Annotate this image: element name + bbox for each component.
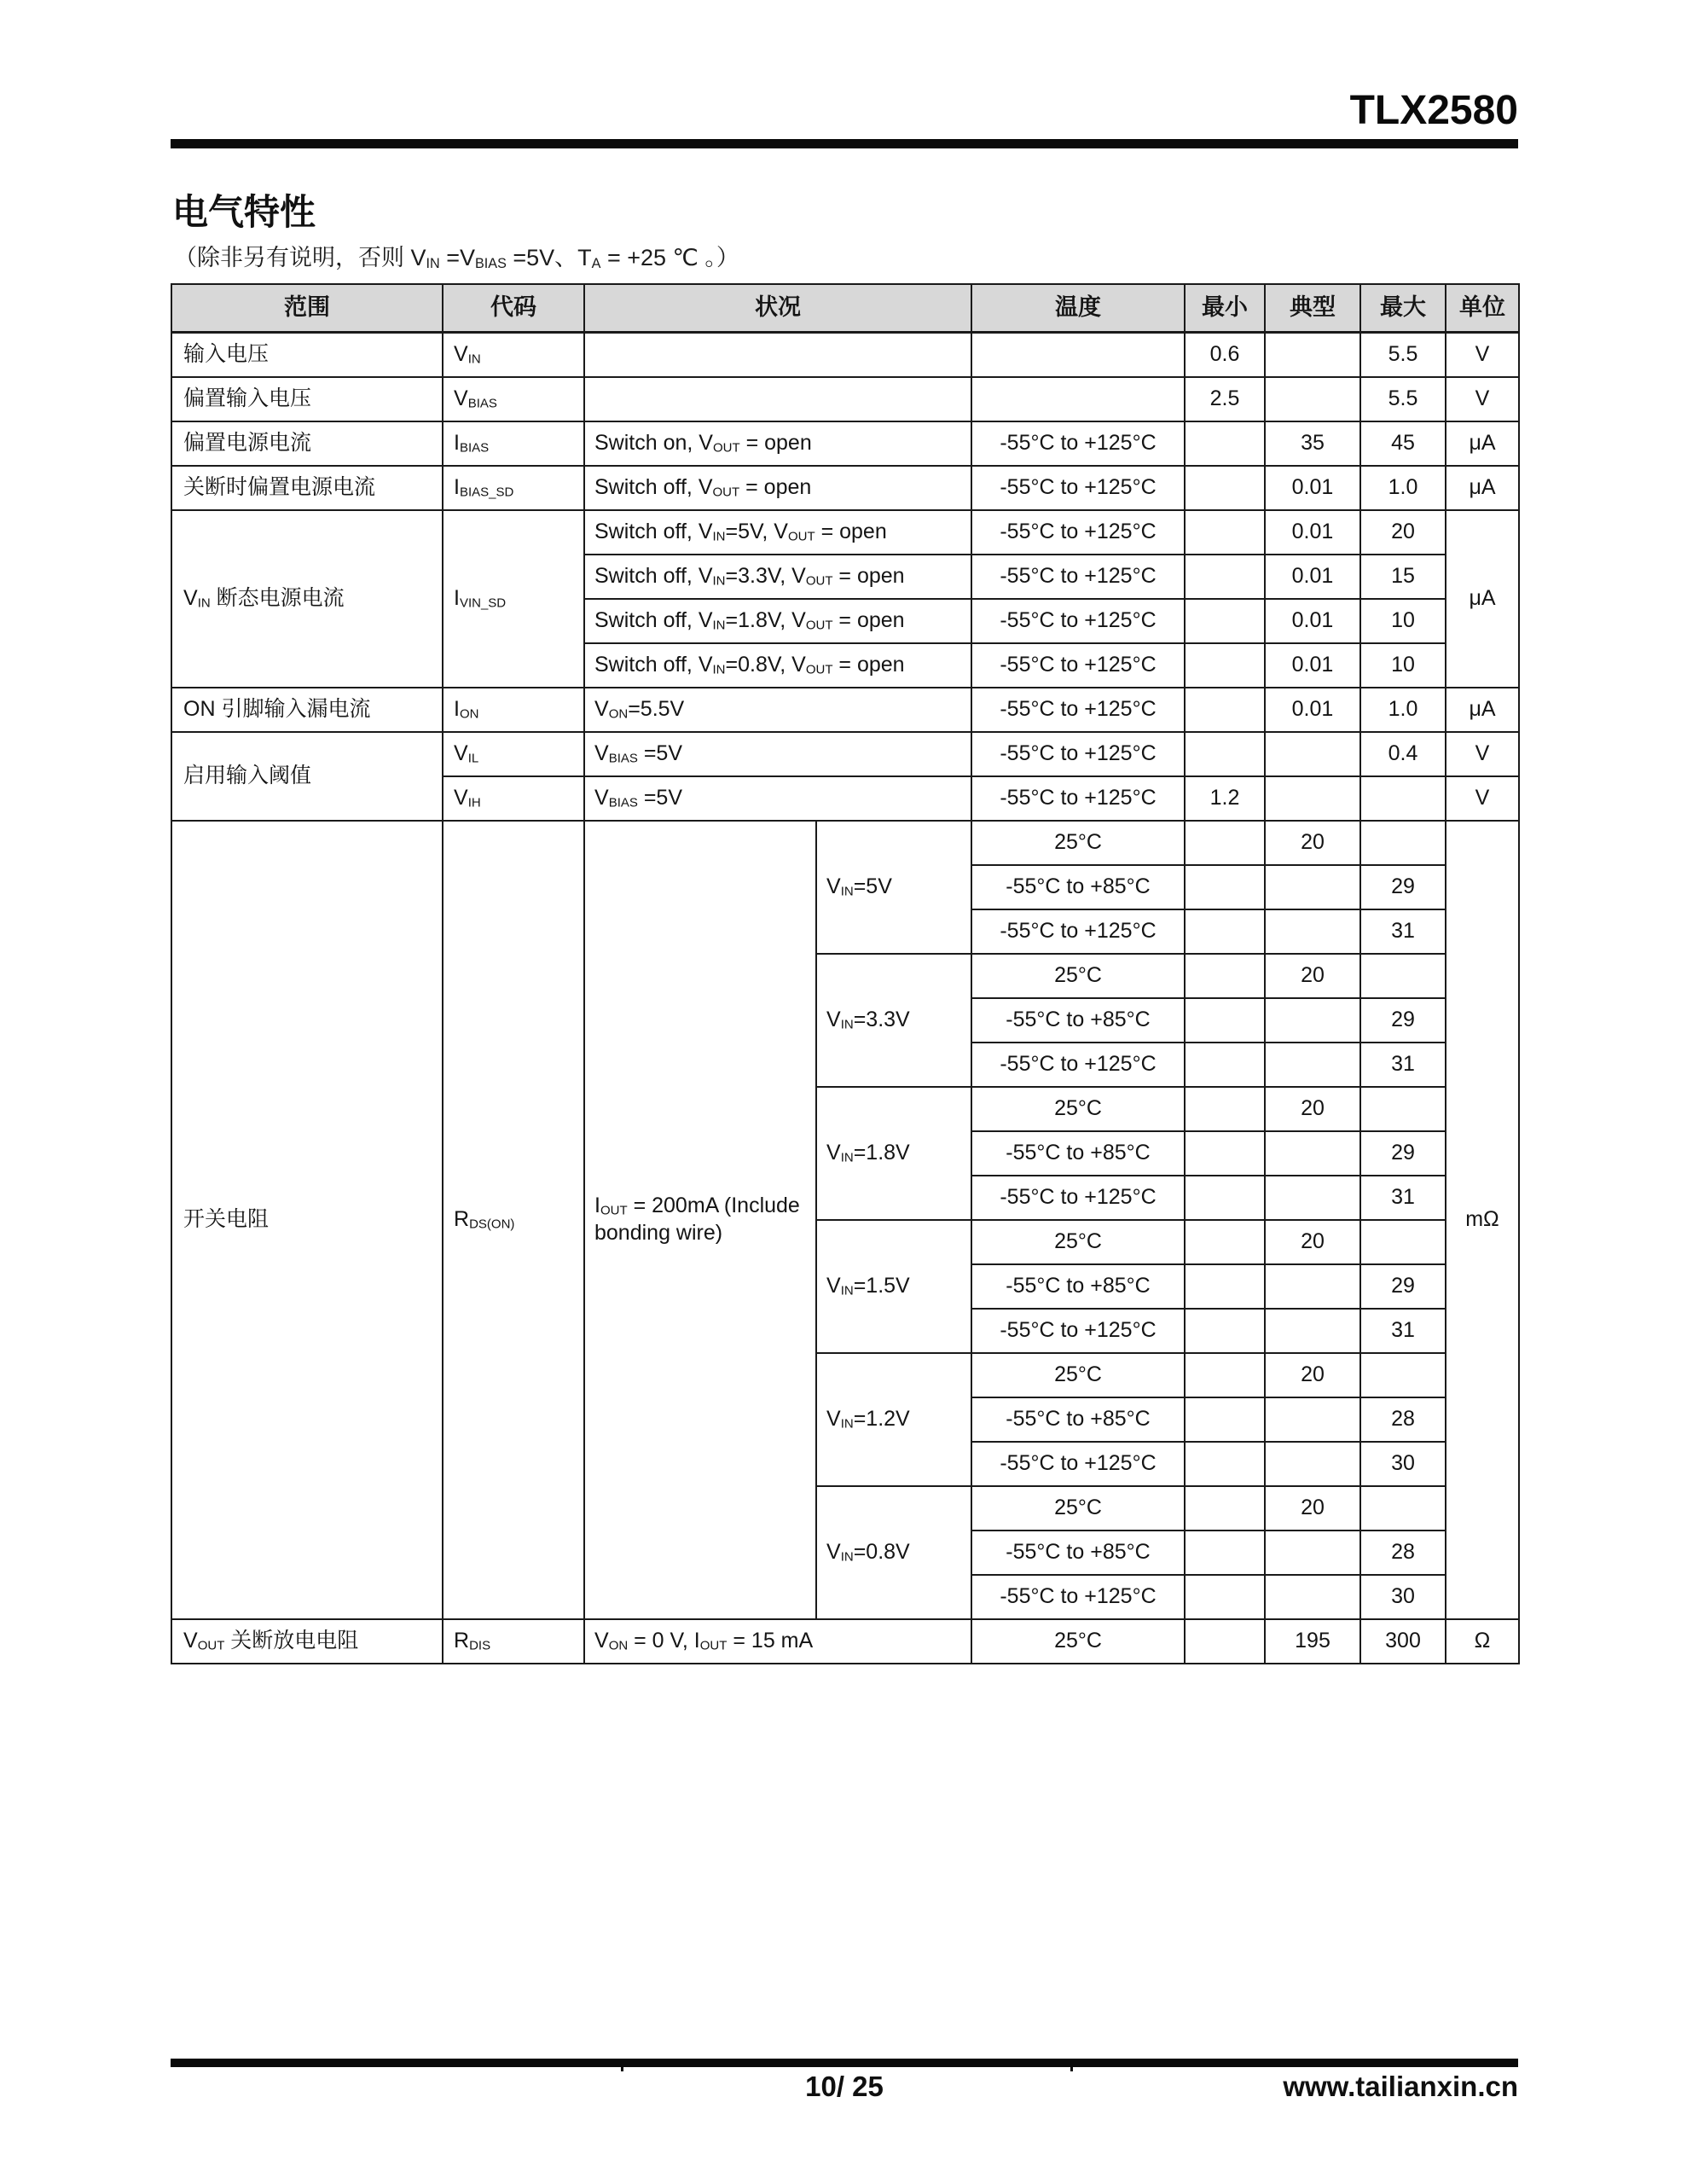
condition-cell: Switch off, $V_{IN}=1.8V$, $V_{OUT}$ = open bbox=[584, 599, 971, 643]
typ-cell: 20 bbox=[1265, 1220, 1360, 1264]
typ-cell bbox=[1265, 1131, 1360, 1176]
header-typ: 典型 bbox=[1265, 284, 1360, 333]
symbol-cell: $I_{ON}$ bbox=[443, 688, 584, 732]
temp-cell: -55°C to +125°C bbox=[971, 421, 1185, 466]
page-number: 10/ 25 bbox=[805, 2071, 884, 2102]
max-cell: 300 bbox=[1360, 1619, 1446, 1664]
min-cell bbox=[1185, 1531, 1265, 1575]
symbol-cell: $V_{IH}$ bbox=[443, 776, 584, 821]
typ-cell: 0.01 bbox=[1265, 599, 1360, 643]
unit-cell: μA bbox=[1446, 421, 1519, 466]
symbol-cell: $V_{BIAS}$ bbox=[443, 377, 584, 421]
min-cell bbox=[1185, 510, 1265, 555]
min-cell bbox=[1185, 1397, 1265, 1442]
row-rdson-5v-25c bbox=[171, 821, 1519, 865]
min-cell bbox=[1185, 1131, 1265, 1176]
typ-cell bbox=[1265, 776, 1360, 821]
vin-cell: $V_{IN}=1.2V$ bbox=[816, 1353, 971, 1486]
symbol-cell: $I_{BIAS\_SD}$ bbox=[443, 466, 584, 510]
symbol-cell: $I_{VIN\_SD}$ bbox=[443, 510, 584, 688]
electrical-characteristics-table bbox=[171, 283, 1520, 1664]
condition-cell: Switch off, $V_{IN}=0.8V$, $V_{OUT}$ = open bbox=[584, 643, 971, 688]
min-cell bbox=[1185, 1087, 1265, 1131]
unit-cell: Ω bbox=[1446, 1619, 1519, 1664]
typ-cell: 0.01 bbox=[1265, 643, 1360, 688]
symbol-cell: $V_{IN}$ bbox=[443, 333, 584, 377]
temp-cell bbox=[971, 333, 1185, 377]
param-cell: $V_{IN}$ 断态电源电流 bbox=[171, 510, 443, 688]
symbol-cell: $R_{DIS}$ bbox=[443, 1619, 584, 1664]
condition-cell bbox=[584, 333, 971, 377]
temp-cell: -55°C to +125°C bbox=[971, 732, 1185, 776]
temp-cell: -55°C to +125°C bbox=[971, 599, 1185, 643]
min-cell bbox=[1185, 1486, 1265, 1531]
condition-cell: Switch on, $V_{OUT}$ = open bbox=[584, 421, 971, 466]
typ-cell bbox=[1265, 1043, 1360, 1087]
min-cell bbox=[1185, 998, 1265, 1043]
temp-cell: -55°C to +125°C bbox=[971, 909, 1185, 954]
row-bias-input-voltage bbox=[171, 377, 1519, 421]
typ-cell bbox=[1265, 377, 1360, 421]
typ-cell bbox=[1265, 909, 1360, 954]
condition-cell: $V_{ON} = 0$ V, $I_{OUT} = 15$ mA bbox=[584, 1619, 971, 1664]
typ-cell: 20 bbox=[1265, 954, 1360, 998]
max-cell: 10 bbox=[1360, 599, 1446, 643]
condition-cell: $V_{ON}=5.5V$ bbox=[584, 688, 971, 732]
header-param: 范围 bbox=[171, 284, 443, 333]
max-cell bbox=[1360, 1087, 1446, 1131]
min-cell bbox=[1185, 1619, 1265, 1664]
unit-cell: V bbox=[1446, 377, 1519, 421]
header-max: 最大 bbox=[1360, 284, 1446, 333]
temp-cell: -55°C to +85°C bbox=[971, 1531, 1185, 1575]
max-cell: 28 bbox=[1360, 1397, 1446, 1442]
param-cell: 偏置输入电压 bbox=[171, 377, 443, 421]
temp-cell: 25°C bbox=[971, 1220, 1185, 1264]
condition-cell: $V_{BIAS} =5V$ bbox=[584, 776, 971, 821]
min-cell: 2.5 bbox=[1185, 377, 1265, 421]
typ-cell bbox=[1265, 1442, 1360, 1486]
max-cell: 31 bbox=[1360, 909, 1446, 954]
symbol-cell: $V_{IL}$ bbox=[443, 732, 584, 776]
condition-cell: $I_{OUT} = 200mA$ (Include bonding wire) bbox=[584, 821, 816, 1619]
max-cell: 31 bbox=[1360, 1309, 1446, 1353]
temp-cell: -55°C to +125°C bbox=[971, 1309, 1185, 1353]
typ-cell: 0.01 bbox=[1265, 466, 1360, 510]
condition-cell: Switch off, $V_{IN}=3.3V$, $V_{OUT}$ = open bbox=[584, 555, 971, 599]
max-cell bbox=[1360, 1353, 1446, 1397]
max-cell: 31 bbox=[1360, 1176, 1446, 1220]
max-cell: 1.0 bbox=[1360, 466, 1446, 510]
vin-cell: $V_{IN}=0.8V$ bbox=[816, 1486, 971, 1619]
section-title: 电气特性 bbox=[172, 192, 316, 232]
temp-cell: 25°C bbox=[971, 954, 1185, 998]
condition-cell: $V_{BIAS} =5V$ bbox=[584, 732, 971, 776]
max-cell: 29 bbox=[1360, 1264, 1446, 1309]
header-symbol: 代码 bbox=[443, 284, 584, 333]
temp-cell: -55°C to +125°C bbox=[971, 776, 1185, 821]
typ-cell bbox=[1265, 732, 1360, 776]
param-cell: 开关电阻 bbox=[171, 821, 443, 1619]
param-cell: 关断时偏置电源电流 bbox=[171, 466, 443, 510]
temp-cell: -55°C to +125°C bbox=[971, 1043, 1185, 1087]
vin-cell: $V_{IN}=1.8V$ bbox=[816, 1087, 971, 1220]
typ-cell bbox=[1265, 998, 1360, 1043]
typ-cell bbox=[1265, 1176, 1360, 1220]
max-cell: 30 bbox=[1360, 1442, 1446, 1486]
unit-cell: μA bbox=[1446, 466, 1519, 510]
row-vout-discharge-resistance bbox=[171, 1619, 1519, 1664]
doc-number: TLX2580 bbox=[1349, 88, 1518, 133]
typ-cell bbox=[1265, 1309, 1360, 1353]
typ-cell bbox=[1265, 1531, 1360, 1575]
min-cell bbox=[1185, 821, 1265, 865]
temp-cell: -55°C to +125°C bbox=[971, 1575, 1185, 1619]
typ-cell: 195 bbox=[1265, 1619, 1360, 1664]
min-cell bbox=[1185, 1176, 1265, 1220]
min-cell bbox=[1185, 1264, 1265, 1309]
min-cell: 1.2 bbox=[1185, 776, 1265, 821]
temp-cell: 25°C bbox=[971, 1087, 1185, 1131]
min-cell bbox=[1185, 909, 1265, 954]
typ-cell bbox=[1265, 865, 1360, 909]
row-enable-threshold-vil bbox=[171, 732, 1519, 776]
min-cell bbox=[1185, 1353, 1265, 1397]
max-cell bbox=[1360, 1220, 1446, 1264]
condition-cell: Switch off, $V_{IN}=5V$, $V_{OUT}$ = open bbox=[584, 510, 971, 555]
typ-cell: 0.01 bbox=[1265, 510, 1360, 555]
symbol-cell: $R_{DS(ON)}$ bbox=[443, 821, 584, 1619]
temp-cell: 25°C bbox=[971, 1619, 1185, 1664]
max-cell: 29 bbox=[1360, 865, 1446, 909]
typ-cell bbox=[1265, 1264, 1360, 1309]
footer-rule-tick bbox=[1070, 2059, 1073, 2071]
condition-cell bbox=[584, 377, 971, 421]
temp-cell: -55°C to +125°C bbox=[971, 466, 1185, 510]
param-cell: 启用输入阈值 bbox=[171, 732, 443, 821]
typ-cell: 20 bbox=[1265, 1486, 1360, 1531]
max-cell: 29 bbox=[1360, 1131, 1446, 1176]
min-cell bbox=[1185, 421, 1265, 466]
temp-cell: -55°C to +125°C bbox=[971, 643, 1185, 688]
max-cell: 10 bbox=[1360, 643, 1446, 688]
temp-cell: 25°C bbox=[971, 821, 1185, 865]
symbol-cell: $I_{BIAS}$ bbox=[443, 421, 584, 466]
header-rule bbox=[171, 139, 1518, 148]
min-cell bbox=[1185, 1309, 1265, 1353]
max-cell: 5.5 bbox=[1360, 377, 1446, 421]
typ-cell bbox=[1265, 1397, 1360, 1442]
temp-cell: 25°C bbox=[971, 1353, 1185, 1397]
unit-cell: V bbox=[1446, 776, 1519, 821]
temp-cell: -55°C to +125°C bbox=[971, 1176, 1185, 1220]
unit-cell: V bbox=[1446, 333, 1519, 377]
temp-cell: -55°C to +85°C bbox=[971, 1397, 1185, 1442]
min-cell bbox=[1185, 688, 1265, 732]
min-cell bbox=[1185, 599, 1265, 643]
unit-cell: μA bbox=[1446, 688, 1519, 732]
max-cell: 45 bbox=[1360, 421, 1446, 466]
page-content bbox=[171, 0, 1518, 1664]
header-unit: 单位 bbox=[1446, 284, 1519, 333]
row-bias-supply-current bbox=[171, 421, 1519, 466]
max-cell: 15 bbox=[1360, 555, 1446, 599]
website-text: www.tailianxin.cn bbox=[1283, 2071, 1519, 2102]
max-cell: 1.0 bbox=[1360, 688, 1446, 732]
typ-cell: 0.01 bbox=[1265, 555, 1360, 599]
header-condition: 状况 bbox=[584, 284, 971, 333]
max-cell: 29 bbox=[1360, 998, 1446, 1043]
unit-cell: μA bbox=[1446, 510, 1519, 688]
footer-rule bbox=[171, 2059, 1518, 2067]
footer-row bbox=[171, 2071, 1518, 2103]
min-cell bbox=[1185, 555, 1265, 599]
min-cell bbox=[1185, 954, 1265, 998]
max-cell: 31 bbox=[1360, 1043, 1446, 1087]
vin-cell: $V_{IN}=3.3V$ bbox=[816, 954, 971, 1087]
temp-cell: -55°C to +125°C bbox=[971, 1442, 1185, 1486]
typ-cell: 20 bbox=[1265, 1353, 1360, 1397]
unit-cell: V bbox=[1446, 732, 1519, 776]
vin-cell: $V_{IN}=1.5V$ bbox=[816, 1220, 971, 1353]
footer-rule-tick bbox=[621, 2059, 623, 2071]
param-cell: ON 引脚输入漏电流 bbox=[171, 688, 443, 732]
temp-cell: -55°C to +125°C bbox=[971, 688, 1185, 732]
condition-cell: Switch off, $V_{OUT}$ = open bbox=[584, 466, 971, 510]
typ-cell bbox=[1265, 333, 1360, 377]
typ-cell: 0.01 bbox=[1265, 688, 1360, 732]
temp-cell: -55°C to +85°C bbox=[971, 1264, 1185, 1309]
temp-cell: 25°C bbox=[971, 1486, 1185, 1531]
min-cell: 0.6 bbox=[1185, 333, 1265, 377]
max-cell bbox=[1360, 954, 1446, 998]
temp-cell: -55°C to +125°C bbox=[971, 510, 1185, 555]
max-cell: 28 bbox=[1360, 1531, 1446, 1575]
unit-cell: mΩ bbox=[1446, 821, 1519, 1619]
footer-spacer bbox=[171, 2071, 620, 2103]
max-cell: 5.5 bbox=[1360, 333, 1446, 377]
max-cell bbox=[1360, 776, 1446, 821]
param-cell: $V_{OUT}$ 关断放电电阻 bbox=[171, 1619, 443, 1664]
table-header-row bbox=[171, 284, 1519, 333]
temp-cell: -55°C to +85°C bbox=[971, 1131, 1185, 1176]
page-footer bbox=[171, 2059, 1518, 2103]
max-cell bbox=[1360, 821, 1446, 865]
max-cell: 30 bbox=[1360, 1575, 1446, 1619]
min-cell bbox=[1185, 1043, 1265, 1087]
row-vin-off-state-current-5v bbox=[171, 510, 1519, 555]
row-bias-supply-current-shutdown bbox=[171, 466, 1519, 510]
temp-cell: -55°C to +125°C bbox=[971, 555, 1185, 599]
header-temp: 温度 bbox=[971, 284, 1185, 333]
typ-cell: 35 bbox=[1265, 421, 1360, 466]
vin-cell: $V_{IN}=5V$ bbox=[816, 821, 971, 954]
temp-cell: -55°C to +85°C bbox=[971, 865, 1185, 909]
header-min: 最小 bbox=[1185, 284, 1265, 333]
typ-cell: 20 bbox=[1265, 1087, 1360, 1131]
param-cell: 偏置电源电流 bbox=[171, 421, 443, 466]
temp-cell bbox=[971, 377, 1185, 421]
typ-cell: 20 bbox=[1265, 821, 1360, 865]
param-cell: 输入电压 bbox=[171, 333, 443, 377]
typ-cell bbox=[1265, 1575, 1360, 1619]
max-cell: 0.4 bbox=[1360, 732, 1446, 776]
row-on-pin-leakage-current bbox=[171, 688, 1519, 732]
min-cell bbox=[1185, 1575, 1265, 1619]
min-cell bbox=[1185, 1442, 1265, 1486]
row-input-voltage bbox=[171, 333, 1519, 377]
min-cell bbox=[1185, 1220, 1265, 1264]
min-cell bbox=[1185, 643, 1265, 688]
min-cell bbox=[1185, 466, 1265, 510]
test-conditions-note: （除非另有说明，否则 $V_{IN} =V_{BIAS} =5V$、$T_A = +25$ ℃ 。） bbox=[174, 245, 739, 271]
max-cell bbox=[1360, 1486, 1446, 1531]
min-cell bbox=[1185, 865, 1265, 909]
max-cell: 20 bbox=[1360, 510, 1446, 555]
temp-cell: -55°C to +85°C bbox=[971, 998, 1185, 1043]
min-cell bbox=[1185, 732, 1265, 776]
